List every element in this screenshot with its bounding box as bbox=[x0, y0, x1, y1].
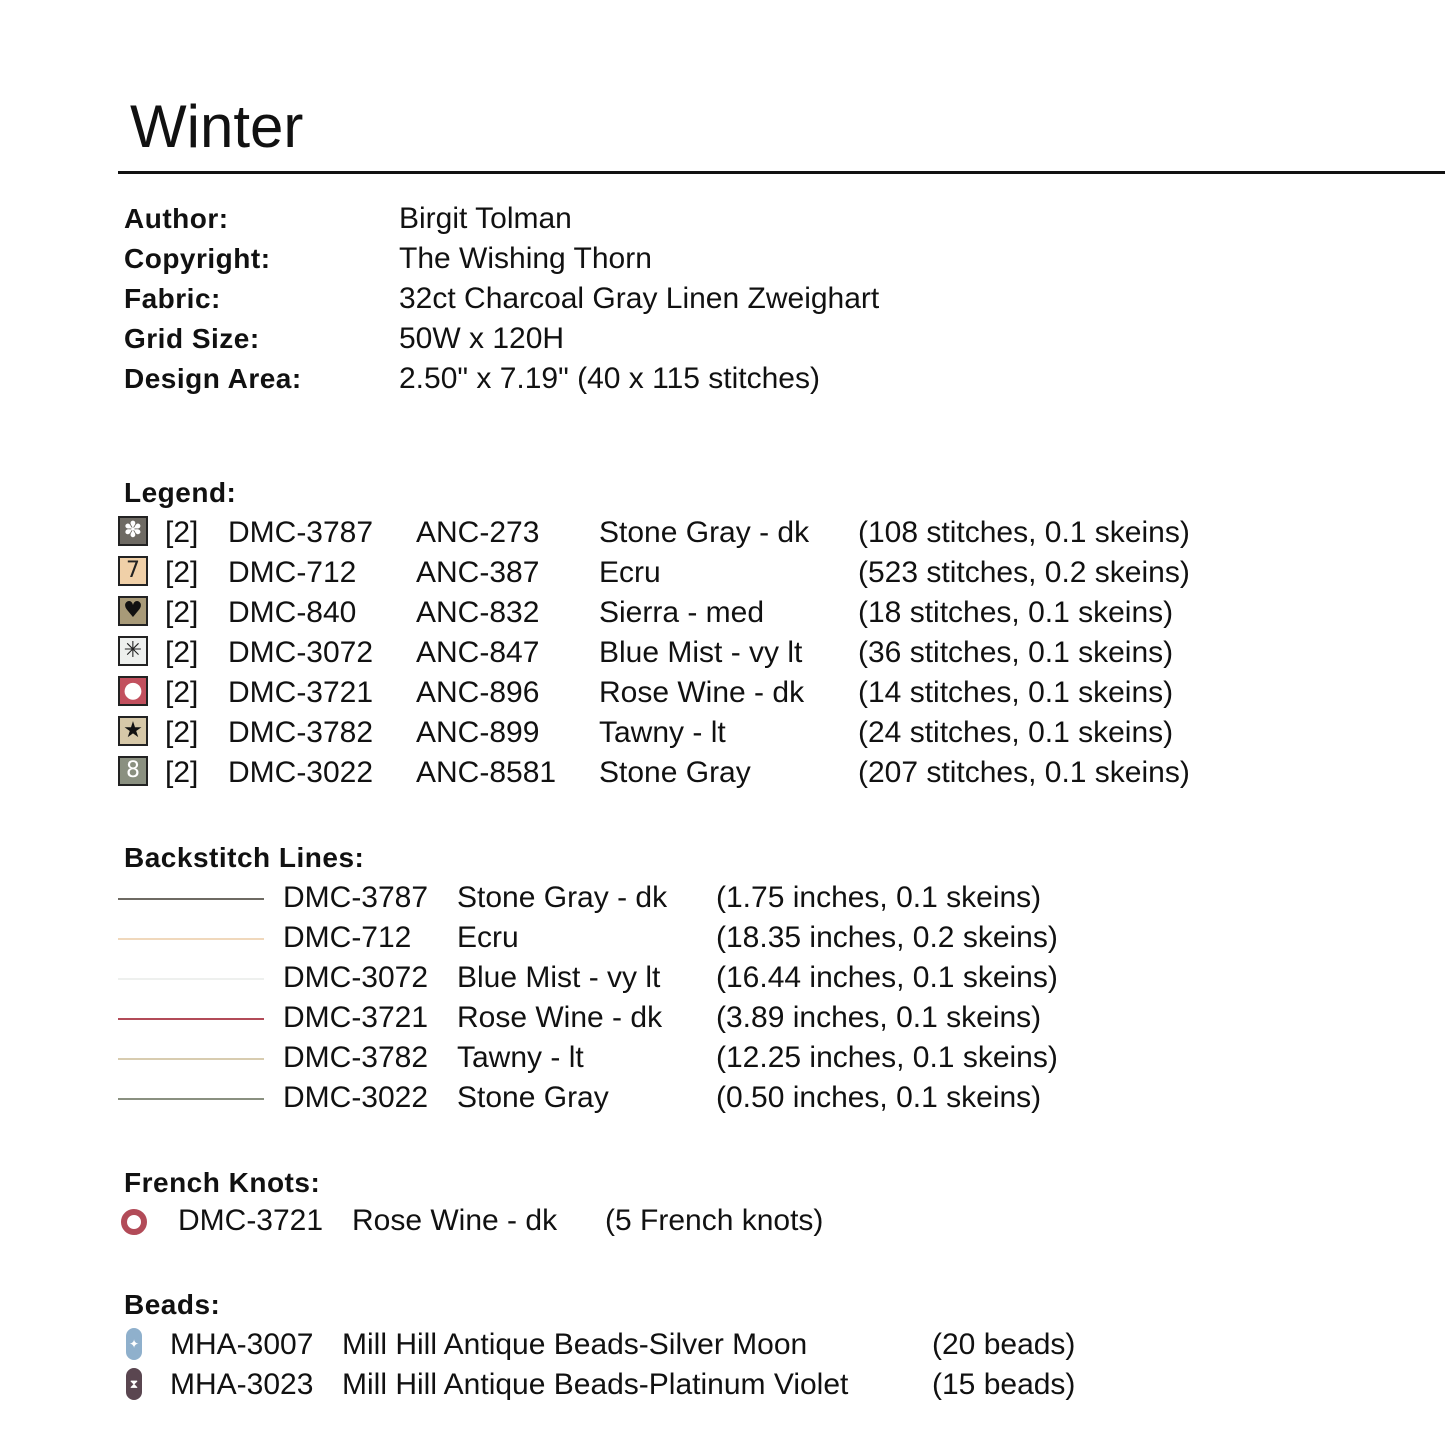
star-icon: ★ bbox=[118, 716, 148, 746]
bead-icon: ✦ bbox=[126, 1328, 142, 1360]
info-label: Fabric: bbox=[124, 283, 221, 314]
backstitch-dmc-code: DMC-3721 bbox=[283, 1001, 429, 1034]
backstitch-line-swatch bbox=[118, 1058, 264, 1060]
backstitch-color-name: Stone Gray bbox=[457, 1081, 609, 1114]
legend-usage: (18 stitches, 0.1 skeins) bbox=[858, 596, 1174, 629]
legend-dmc-code: DMC-3721 bbox=[228, 676, 374, 709]
legend-strands: [2] bbox=[165, 676, 199, 709]
legend-color-name: Rose Wine - dk bbox=[599, 676, 805, 709]
bead-code: MHA-3023 bbox=[170, 1368, 314, 1401]
legend-anc-code: ANC-387 bbox=[416, 556, 540, 589]
legend-color-name: Blue Mist - vy lt bbox=[599, 636, 803, 669]
info-value: Birgit Tolman bbox=[399, 202, 572, 235]
backstitch-usage: (12.25 inches, 0.1 skeins) bbox=[716, 1041, 1058, 1074]
french-knot-usage: (5 French knots) bbox=[605, 1204, 824, 1237]
bead-usage: (15 beads) bbox=[932, 1368, 1076, 1401]
legend-strands: [2] bbox=[165, 756, 199, 789]
legend-color-name: Sierra - med bbox=[599, 596, 765, 629]
bead-name: Mill Hill Antique Beads-Platinum Violet bbox=[342, 1368, 849, 1401]
asterisk-flower-icon: ✽ bbox=[118, 516, 148, 546]
legend-color-name: Stone Gray bbox=[599, 756, 751, 789]
legend-dmc-code: DMC-3022 bbox=[228, 756, 374, 789]
info-value: 32ct Charcoal Gray Linen Zweighart bbox=[399, 282, 880, 315]
legend-usage: (108 stitches, 0.1 skeins) bbox=[858, 516, 1190, 549]
legend-strands: [2] bbox=[165, 596, 199, 629]
beads-heading: Beads: bbox=[124, 1289, 221, 1320]
backstitch-color-name: Rose Wine - dk bbox=[457, 1001, 663, 1034]
backstitch-line-swatch bbox=[118, 1098, 264, 1100]
backstitch-line-swatch bbox=[118, 938, 264, 940]
bead-usage: (20 beads) bbox=[932, 1328, 1076, 1361]
backstitch-dmc-code: DMC-712 bbox=[283, 921, 412, 954]
backstitch-line-swatch bbox=[118, 898, 264, 900]
backstitch-dmc-code: DMC-3787 bbox=[283, 881, 429, 914]
legend-heading: Legend: bbox=[124, 477, 237, 508]
legend-strands: [2] bbox=[165, 516, 199, 549]
backstitch-dmc-code: DMC-3782 bbox=[283, 1041, 429, 1074]
legend-anc-code: ANC-8581 bbox=[416, 756, 557, 789]
circle-icon: ● bbox=[118, 676, 148, 706]
backstitch-color-name: Stone Gray - dk bbox=[457, 881, 668, 914]
legend-usage: (207 stitches, 0.1 skeins) bbox=[858, 756, 1190, 789]
legend-strands: [2] bbox=[165, 556, 199, 589]
legend-dmc-code: DMC-3072 bbox=[228, 636, 374, 669]
backstitch-color-name: Tawny - lt bbox=[457, 1041, 584, 1074]
french-knot-color-name: Rose Wine - dk bbox=[352, 1204, 558, 1237]
legend-anc-code: ANC-896 bbox=[416, 676, 540, 709]
backstitch-line-swatch bbox=[118, 978, 264, 980]
french-knots-heading: French Knots: bbox=[124, 1167, 321, 1198]
info-value: The Wishing Thorn bbox=[399, 242, 652, 275]
legend-dmc-code: DMC-3787 bbox=[228, 516, 374, 549]
info-label: Grid Size: bbox=[124, 323, 260, 354]
legend-dmc-code: DMC-840 bbox=[228, 596, 357, 629]
backstitch-usage: (0.50 inches, 0.1 skeins) bbox=[716, 1081, 1042, 1114]
legend-usage: (24 stitches, 0.1 skeins) bbox=[858, 716, 1174, 749]
backstitch-usage: (16.44 inches, 0.1 skeins) bbox=[716, 961, 1058, 994]
legend-dmc-code: DMC-712 bbox=[228, 556, 357, 589]
backstitch-dmc-code: DMC-3072 bbox=[283, 961, 429, 994]
bead-name: Mill Hill Antique Beads-Silver Moon bbox=[342, 1328, 808, 1361]
asterisk-icon: ✳ bbox=[118, 636, 148, 666]
legend-color-name: Tawny - lt bbox=[599, 716, 726, 749]
legend-strands: [2] bbox=[165, 716, 199, 749]
seven-icon: 7 bbox=[118, 556, 148, 586]
legend-dmc-code: DMC-3782 bbox=[228, 716, 374, 749]
eight-icon: 8 bbox=[118, 756, 148, 786]
title-divider bbox=[118, 171, 1445, 174]
backstitch-color-name: Ecru bbox=[457, 921, 519, 954]
legend-color-name: Stone Gray - dk bbox=[599, 516, 810, 549]
legend-strands: [2] bbox=[165, 636, 199, 669]
backstitch-heading: Backstitch Lines: bbox=[124, 842, 365, 873]
backstitch-color-name: Blue Mist - vy lt bbox=[457, 961, 661, 994]
legend-anc-code: ANC-832 bbox=[416, 596, 540, 629]
backstitch-usage: (18.35 inches, 0.2 skeins) bbox=[716, 921, 1058, 954]
legend-usage: (36 stitches, 0.1 skeins) bbox=[858, 636, 1174, 669]
french-knot-dmc-code: DMC-3721 bbox=[178, 1204, 324, 1237]
legend-anc-code: ANC-899 bbox=[416, 716, 540, 749]
legend-anc-code: ANC-273 bbox=[416, 516, 540, 549]
french-knot-icon bbox=[121, 1209, 147, 1235]
info-value: 50W x 120H bbox=[399, 322, 565, 355]
page-title: Winter bbox=[130, 93, 304, 160]
backstitch-line-swatch bbox=[118, 1018, 264, 1020]
legend-usage: (523 stitches, 0.2 skeins) bbox=[858, 556, 1190, 589]
backstitch-dmc-code: DMC-3022 bbox=[283, 1081, 429, 1114]
legend-anc-code: ANC-847 bbox=[416, 636, 540, 669]
info-value: 2.50" x 7.19" (40 x 115 stitches) bbox=[399, 362, 820, 395]
info-label: Design Area: bbox=[124, 363, 302, 394]
backstitch-usage: (1.75 inches, 0.1 skeins) bbox=[716, 881, 1042, 914]
legend-usage: (14 stitches, 0.1 skeins) bbox=[858, 676, 1174, 709]
info-label: Author: bbox=[124, 203, 229, 234]
bead-code: MHA-3007 bbox=[170, 1328, 314, 1361]
info-label: Copyright: bbox=[124, 243, 271, 274]
bead-icon: ⧗ bbox=[126, 1368, 142, 1400]
legend-color-name: Ecru bbox=[599, 556, 661, 589]
backstitch-usage: (3.89 inches, 0.1 skeins) bbox=[716, 1001, 1042, 1034]
heart-icon: ♥ bbox=[118, 596, 148, 626]
